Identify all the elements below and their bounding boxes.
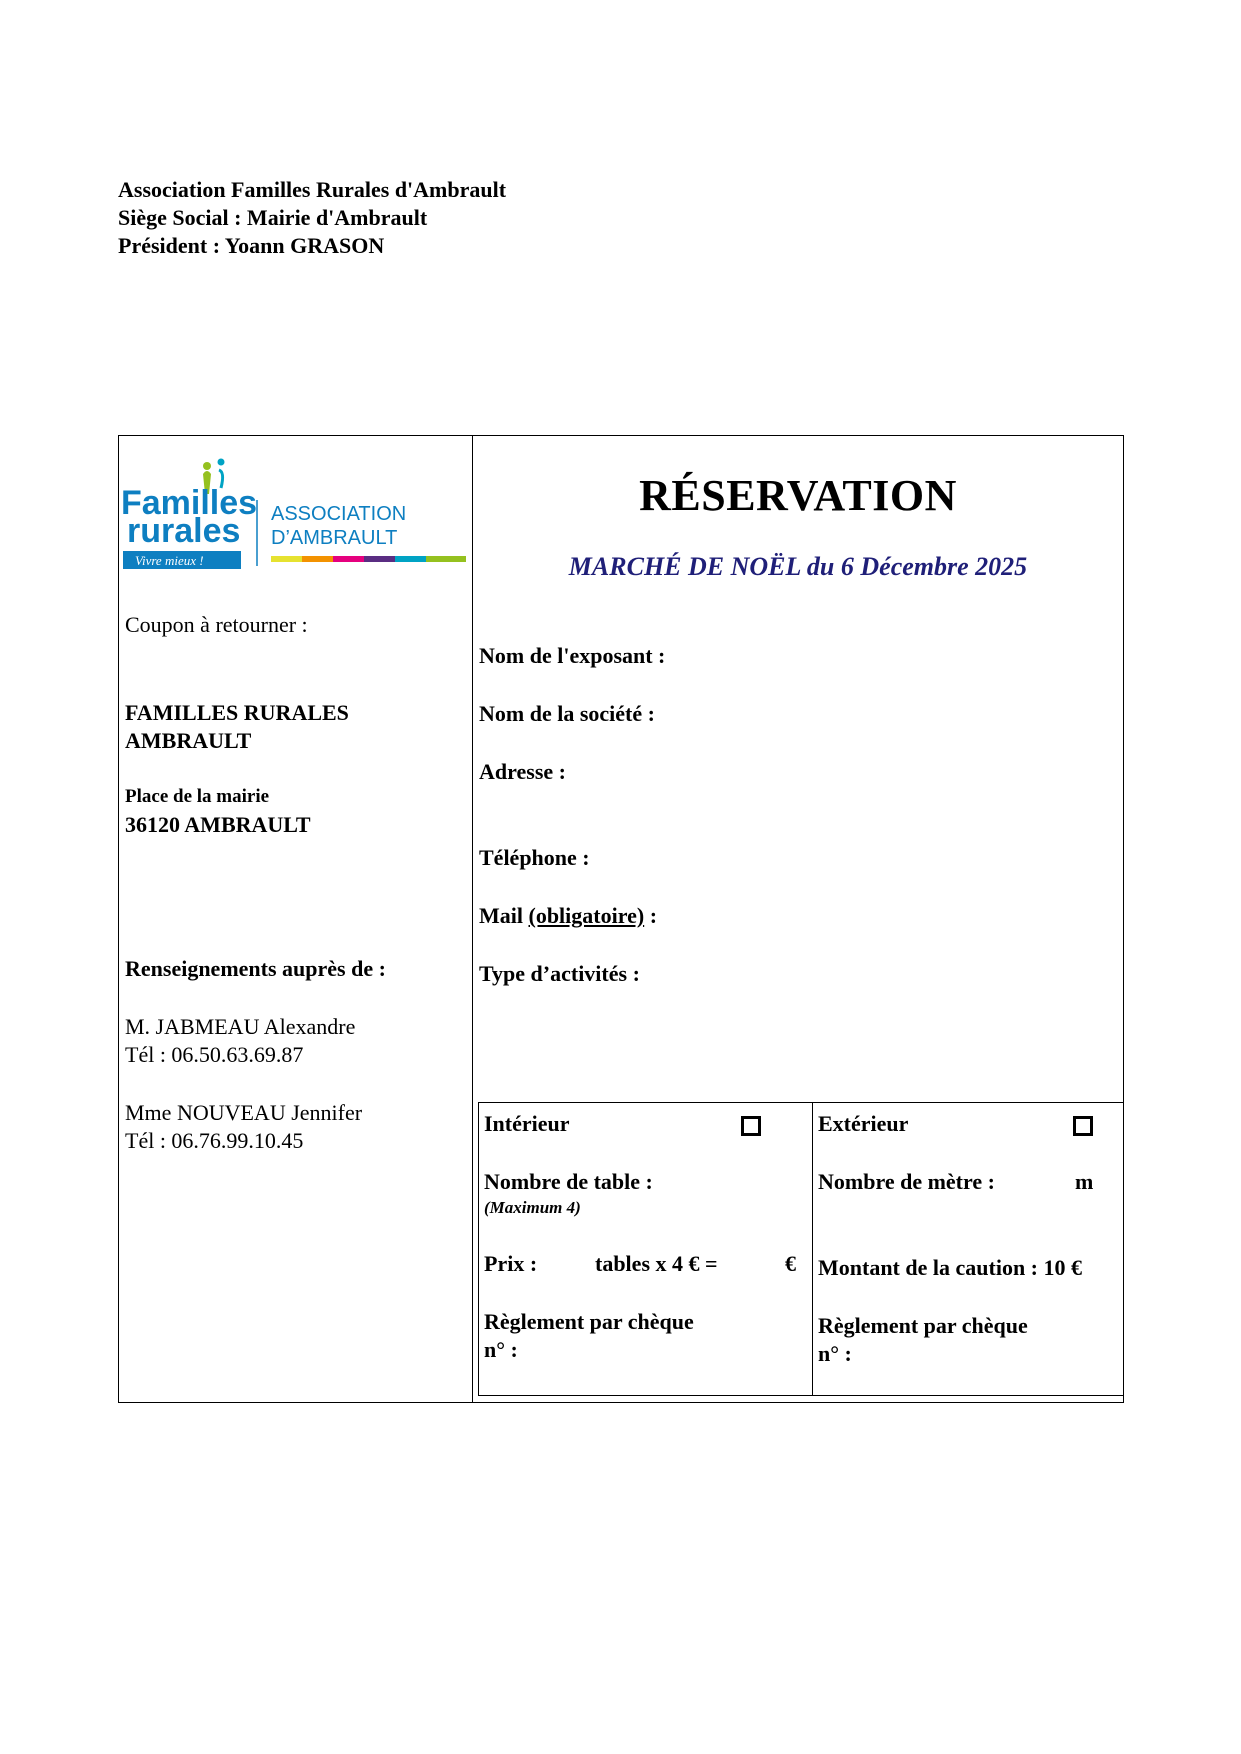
header-siege-social: Siège Social : Mairie d'Ambrault (118, 205, 428, 230)
contact2-phone: Tél : 06.76.99.10.45 (125, 1128, 304, 1153)
address-city: 36120 AMBRAULT (125, 812, 311, 837)
exterior-cheque-number[interactable]: n° : (818, 1341, 852, 1366)
location-options-table (478, 1102, 1124, 1396)
logo-word-rurales: rurales (127, 512, 241, 550)
mail-prefix: Mail (479, 903, 529, 928)
org-name-line1: FAMILLES RURALES (125, 700, 349, 725)
interior-euro-sign: € (785, 1251, 796, 1276)
interior-payment-label: Règlement par chèque (484, 1309, 694, 1334)
logo-tagline: Vivre mieux ! (135, 553, 204, 568)
exterior-meter-unit: m (1075, 1169, 1094, 1194)
exterior-payment-label: Règlement par chèque (818, 1313, 1028, 1338)
header-president: Président : Yoann GRASON (118, 233, 385, 258)
header-association-name: Association Familles Rurales d'Ambrault (118, 177, 507, 202)
exterior-label: Extérieur (818, 1111, 909, 1136)
field-adresse[interactable]: Adresse : (479, 759, 566, 784)
field-activites[interactable]: Type d’activités : (479, 961, 640, 986)
field-societe[interactable]: Nom de la société : (479, 701, 655, 726)
logo-ambrault-word: D’AMBRAULT (271, 527, 398, 549)
field-telephone[interactable]: Téléphone : (479, 845, 590, 870)
exterior-meter-count-label[interactable]: Nombre de mètre : (818, 1169, 995, 1194)
logo-association-word: ASSOCIATION (271, 503, 407, 525)
page-title: RÉSERVATION (639, 471, 957, 520)
info-title: Renseignements auprès de : (125, 956, 386, 981)
org-name-line2: AMBRAULT (125, 728, 252, 753)
exterior-deposit-amount: Montant de la caution : 10 € (818, 1255, 1082, 1280)
exterior-checkbox[interactable] (1073, 1116, 1093, 1136)
interior-max-note: (Maximum 4) (484, 1198, 581, 1217)
familles-rurales-logo (121, 454, 471, 574)
coupon-label: Coupon à retourner : (125, 612, 308, 637)
reservation-form-table (118, 435, 1124, 1403)
contact1-phone: Tél : 06.50.63.69.87 (125, 1042, 304, 1067)
field-exposant[interactable]: Nom de l'exposant : (479, 643, 666, 668)
interior-checkbox[interactable] (741, 1116, 761, 1136)
contact2-name: Mme NOUVEAU Jennifer (125, 1100, 363, 1125)
mail-suffix: : (644, 903, 658, 928)
interior-cheque-number[interactable]: n° : (484, 1337, 518, 1362)
logo-graphic (121, 454, 471, 574)
interior-tables-formula[interactable]: tables x 4 € = (595, 1251, 718, 1276)
address-street: Place de la mairie (125, 786, 270, 807)
interior-table-count-label[interactable]: Nombre de table : (484, 1169, 653, 1194)
field-mail[interactable] (479, 903, 657, 929)
logo-word-familles: Familles (121, 484, 258, 522)
left-column (119, 436, 473, 1402)
right-column (473, 436, 1123, 1402)
association-header (118, 176, 506, 260)
interior-price-label: Prix : (484, 1251, 538, 1276)
inner-divider (812, 1103, 813, 1395)
interior-label: Intérieur (484, 1111, 570, 1136)
event-subtitle: MARCHÉ DE NOËL du 6 Décembre 2025 (568, 552, 1028, 581)
mail-mandatory: (obligatoire) (528, 903, 645, 928)
contact1-name: M. JABMEAU Alexandre (125, 1014, 356, 1039)
